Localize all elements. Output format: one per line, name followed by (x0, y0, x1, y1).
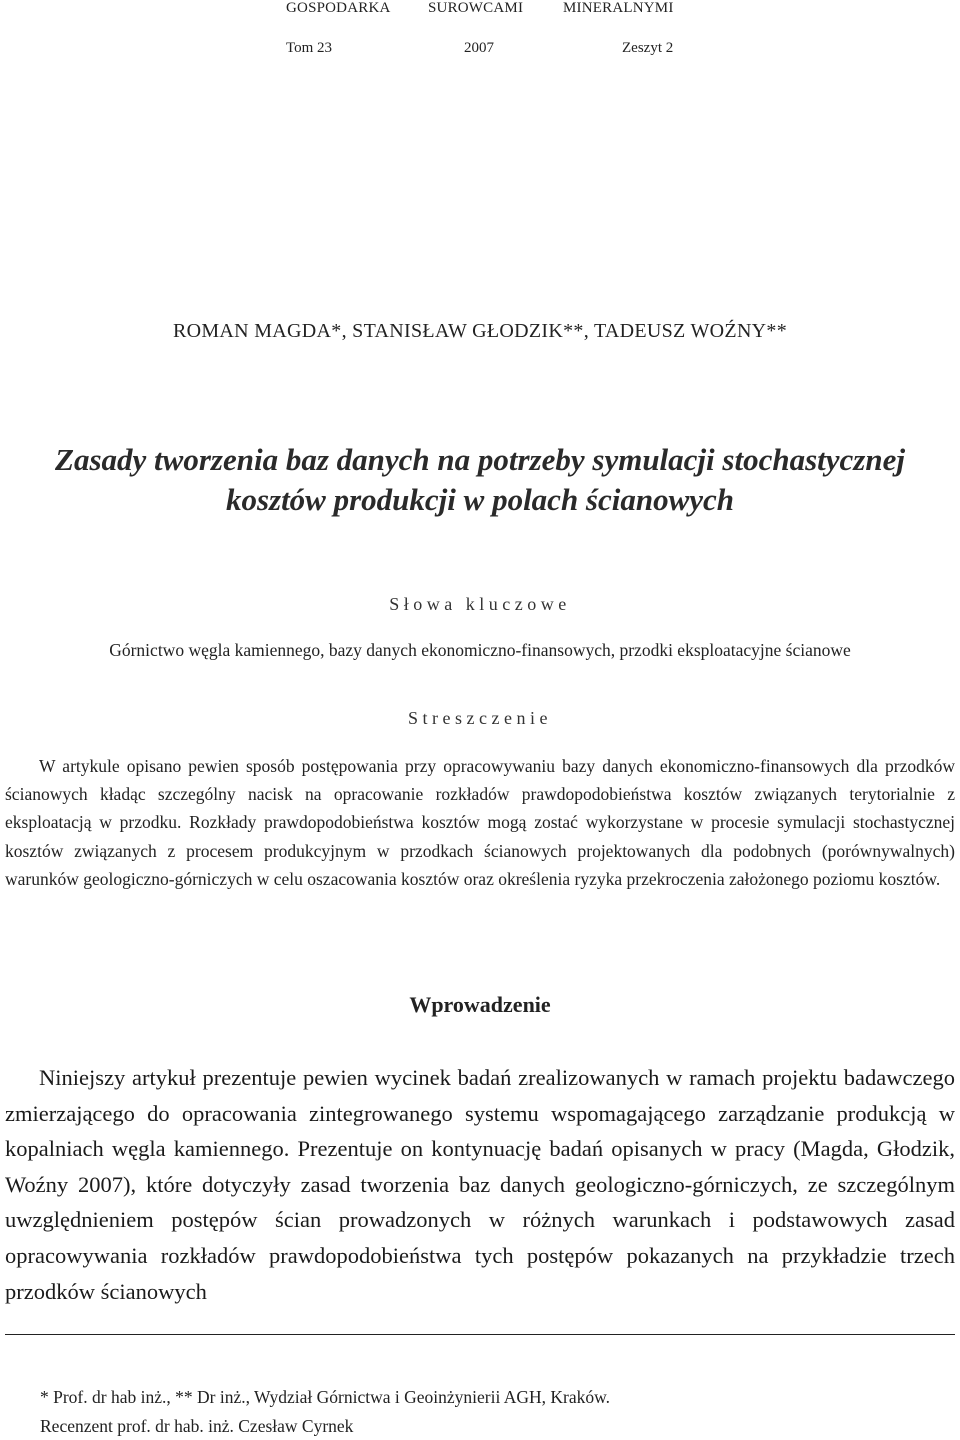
authors: ROMAN MAGDA*, STANISŁAW GŁODZIK**, TADEUSZ WOŹNY** (172, 320, 788, 342)
reviewer-note: Recenzent prof. dr hab. inż. Czesław Cyrnek (40, 1416, 354, 1436)
author-affiliation-footnote: * Prof. dr hab inż., ** Dr inż., Wydział Górnictwa i Geoinżynierii AGH, Kraków. (40, 1387, 610, 1407)
paper-title-line-1: Zasady tworzenia baz danych na potrzeby symulacji stochastycznej (55, 442, 905, 477)
running-head-center: SUROWCAMI (428, 0, 524, 16)
paper-title-line-2: kosztów produkcji w polach ścianowych (225, 482, 735, 517)
paper-title (0, 440, 960, 520)
abstract-label: Streszczenie (408, 708, 552, 728)
volume-number: Tom 23 (286, 40, 333, 56)
volume-year: 2007 (464, 40, 494, 56)
abstract-text: W artykule opisano pewien sposób postępowania przy opracowywaniu bazy danych ekonomiczno-finansowych dla przodków ścianowych kładąc szczególny nacisk na opracowanie rozkładów prawdopodobieństwa kosztów związanych terytorialnie z eksploatacją w przodku. Rozkłady prawdopodobieństwa kosztów mogą zostać wykorzystane w procesie symulacji stochastycznej kosztów związanych z procesem produkcyjnym w przodkach ścianowych projektowanych dla podobnych (porównywalnych) warunków geologiczno-górniczych w celu oszacowania kosztów oraz określenia ryzyka przekroczenia założonego poziomu kosztów. (5, 756, 955, 889)
issue-number: Zeszyt 2 (622, 40, 674, 56)
section-heading-introduction: Wprowadzenie (409, 992, 551, 1017)
running-head-left: GOSPODARKA (286, 0, 391, 16)
introduction-body (5, 1060, 955, 1309)
introduction-paragraph: Niniejszy artykuł prezentuje pewien wycinek badań zrealizowanych w ramach projektu badawczego zmierzającego do opracowania zintegrowanego systemu wspomagającego zarządzanie produkcją w kopalniach węgla kamiennego. Prezentuje on kontynuację badań opisanych w pracy (Magda, Głodzik, Woźny 2007), które dotyczyły zasad tworzenia baz danych geologiczno-górniczych, ze szczególnym uwzględnieniem postępów ścian prowadzonych w różnych warunkach i podstawowych zasad opracowywania rozkładów prawdopodobieństwa tych postępów pokazanych na przykładzie trzech przodków ścianowych (5, 1065, 955, 1304)
running-head-right: MINERALNYMI (563, 0, 674, 16)
keywords-text: Górnictwo węgla kamiennego, bazy danych ekonomiczno-finansowych, przodki eksploatacyjne ścianowe (109, 640, 851, 660)
abstract (5, 752, 955, 893)
keywords-label: Słowa kluczowe (389, 594, 571, 614)
footnote-divider (5, 1334, 955, 1335)
